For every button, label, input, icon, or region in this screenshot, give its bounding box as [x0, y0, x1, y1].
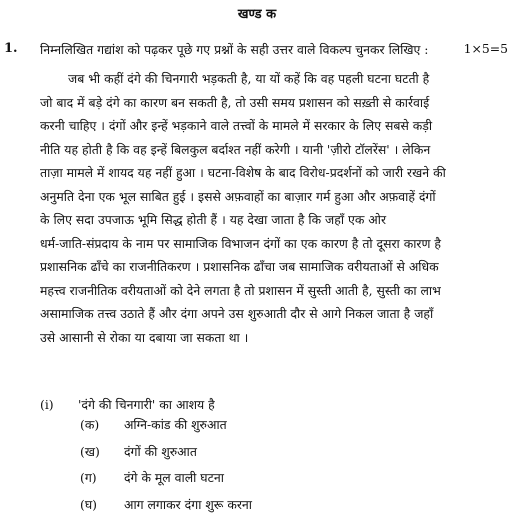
passage-line: जो बाद में बड़े दंगे का कारण बन सकती है, तो उसी समय प्रशासन को सख़्ती से कार्रवाई [40, 91, 502, 115]
sub-question [40, 396, 215, 413]
passage-line: उसे आसानी से रोका या दबाया जा सकता था । [40, 326, 502, 350]
question-marks: 1×5=5 [464, 41, 508, 56]
passage-line: धर्म-जाति-संप्रदाय के नाम पर सामाजिक विभाजन दंगों का एक कारण है तो दूसरा कारण है [40, 232, 502, 256]
answer-option[interactable] [80, 443, 252, 470]
passage-line: असामाजिक तत्त्व उठाते हैं और दंगा अपने उस शुरुआती दौर से आगे निकल जाता है जहाँ [40, 302, 502, 326]
option-text: दंगों की शुरुआत [124, 444, 197, 459]
sub-question-text: 'दंगे की चिनगारी' का आशय है [78, 397, 215, 412]
answer-option[interactable] [80, 416, 252, 443]
passage-line: जब भी कहीं दंगे की चिनगारी भड़कती है, या यों कहें कि वह पहली घटना घटती है [40, 67, 502, 91]
passage [40, 67, 502, 349]
passage-line: के लिए सदा उपजाऊ भूमि सिद्ध होती हैं । यह देखा जाता है कि जहाँ एक ओर [40, 208, 502, 232]
question-instruction: निम्नलिखित गद्यांश को पढ़कर पूछे गए प्रश्नों के सही उत्तर वाले विकल्प चुनकर लिखिए : [40, 41, 470, 58]
passage-line: महत्त्व राजनीतिक वरीयताओं को देने लगता है तो प्रशासन में सुस्ती आती है, सुस्ती का लाभ [40, 279, 502, 303]
answer-options [80, 416, 252, 522]
passage-line: प्रशासनिक ढाँचे का राजनीतिकरण । प्रशासनिक ढाँचा जब सामाजिक वरीयताओं से अधिक [40, 255, 502, 279]
option-text: आग लगाकर दंगा शुरू करना [124, 497, 252, 512]
answer-option[interactable] [80, 469, 252, 496]
section-heading: खण्ड क [0, 4, 514, 22]
option-label: (ग) [80, 469, 120, 486]
answer-option[interactable] [80, 496, 252, 522]
option-label: (ख) [80, 443, 120, 460]
passage-line: ताज़ा मामले में शायद यह नहीं हुआ । घटना-विशेष के बाद विरोध-प्रदर्शनों को जारी रखने की [40, 161, 502, 185]
passage-line: अनुमति देना एक भूल साबित हुई । इससे अफ़वाहों का बाज़ार गर्म हुआ और अफ़वाहें दंगों [40, 185, 502, 209]
passage-line: नीति यह होती है कि वह इन्हें बिलकुल बर्दाश्त नहीं करेगी । यानी 'ज़ीरो टॉलरेंस' । लेकिन [40, 138, 502, 162]
option-label: (क) [80, 416, 120, 433]
question-number: 1. [4, 41, 18, 56]
option-label: (घ) [80, 496, 120, 513]
sub-question-number: (i) [40, 397, 74, 412]
passage-line: करनी चाहिए । दंगों और इन्हें भड़काने वाले तत्त्वों के मामले में सरकार के लिए सबसे कड़ी [40, 114, 502, 138]
option-text: अग्नि-कांड की शुरुआत [124, 417, 227, 432]
option-text: दंगे के मूल वाली घटना [124, 470, 224, 485]
